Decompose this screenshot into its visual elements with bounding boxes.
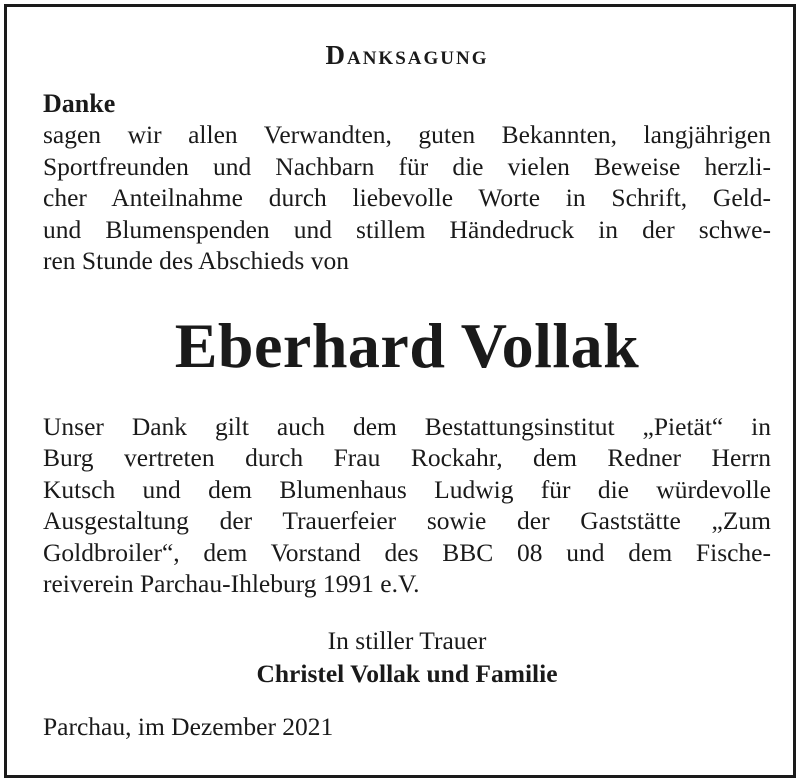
- notice-content: [43, 37, 771, 743]
- gratitude-line: Burg vertreten durch Frau Rockahr, dem Redner Herrn: [43, 443, 771, 472]
- intro-line: Sportfreunden und Nachbarn für die vielen Beweise herzli-: [43, 151, 771, 181]
- intro-line: und Blumenspenden und stillem Händedruck in der schwe-: [43, 214, 771, 244]
- gratitude-paragraph: [43, 411, 771, 600]
- gratitude-line: Kutsch und dem Blumenhaus Ludwig für die würdevolle: [43, 474, 771, 504]
- mourning-phrase: In stiller Trauer: [327, 625, 487, 655]
- intro-line: cher Anteilnahme durch liebevolle Worte in Schrift, Geld-: [43, 183, 771, 212]
- signature: Christel Vollak und Familie: [256, 658, 558, 688]
- intro-line: ren Stunde des Abschieds von: [43, 246, 349, 275]
- notice-frame: [4, 4, 796, 778]
- gratitude-line: reiverein Parchau-Ihleburg 1991 e.V.: [43, 569, 420, 598]
- deceased-name: Eberhard Vollak: [174, 309, 640, 381]
- intro-paragraph: [43, 119, 771, 277]
- notice-title: Danksagung: [325, 40, 489, 70]
- gratitude-line: Ausgestaltung der Trauerfeier sowie der Gaststätte „Zum: [43, 506, 771, 535]
- intro-line: sagen wir allen Verwandten, guten Bekannten, langjährigen: [43, 120, 771, 149]
- thanks-heading: Danke: [43, 89, 116, 118]
- place-date: Parchau, im Dezember 2021: [43, 711, 334, 741]
- gratitude-line: Goldbroiler“, dem Vorstand des BBC 08 und dem Fische-: [43, 537, 771, 567]
- gratitude-line: Unser Dank gilt auch dem Bestattungsinstitut „Pietät“ in: [43, 411, 771, 441]
